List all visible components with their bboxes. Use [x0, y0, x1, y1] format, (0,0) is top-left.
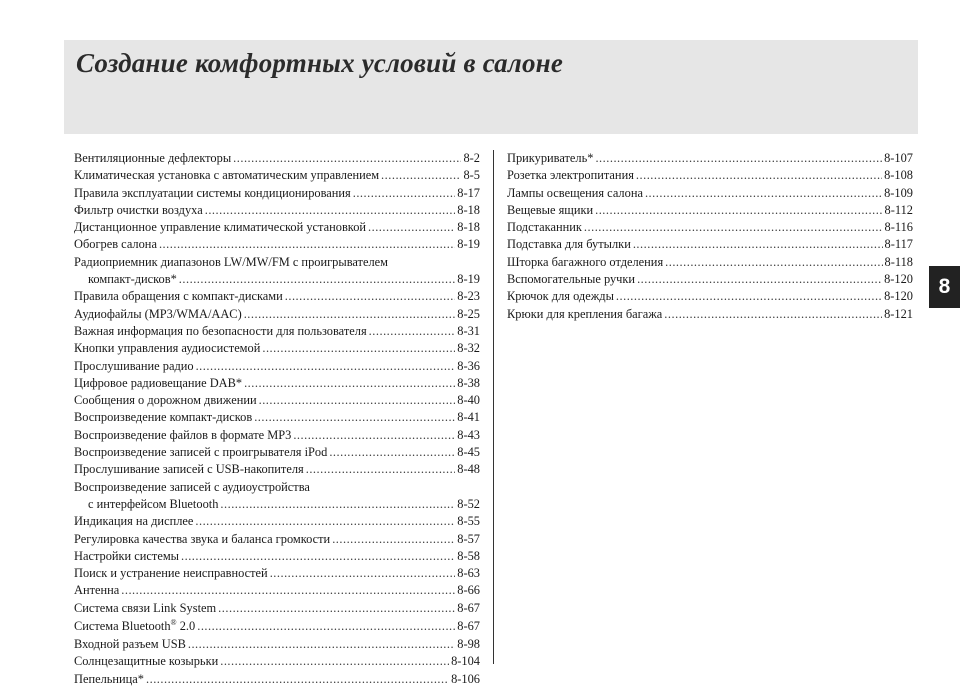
toc-entry-row	[507, 271, 913, 288]
toc-entry[interactable]	[507, 202, 913, 219]
toc-entry[interactable]	[74, 236, 480, 253]
toc-entry-title	[74, 461, 304, 478]
toc-leader-dots	[181, 548, 455, 565]
toc-entry[interactable]	[74, 409, 480, 426]
toc-entry-row	[74, 150, 480, 167]
toc-entry-row	[74, 531, 480, 548]
toc-entry-row	[74, 617, 480, 636]
toc-entry-title	[74, 548, 179, 565]
toc-entry[interactable]	[74, 548, 480, 565]
toc-leader-dots	[205, 202, 456, 219]
toc-entry-title	[74, 513, 193, 530]
toc-entry-title	[507, 271, 635, 288]
toc-entry-title	[507, 219, 582, 236]
toc-entry-page: 8-121	[884, 306, 913, 321]
toc-entry-page: 8-108	[884, 168, 913, 183]
toc-entry[interactable]	[507, 167, 913, 184]
toc-entry-page: 8-98	[457, 637, 480, 652]
toc-leader-dots	[306, 461, 456, 478]
toc-leader-dots	[254, 409, 455, 426]
toc-entry-title-text: Крючок для одежды	[507, 289, 614, 304]
toc-entry-row	[74, 409, 480, 426]
toc-entry-page: 8-17	[457, 185, 480, 200]
toc-entry-page: 8-40	[457, 393, 480, 408]
toc-entry-row	[74, 636, 480, 653]
toc-entry-title	[74, 392, 257, 409]
toc-entry-row	[74, 513, 480, 530]
toc-entry-title	[74, 340, 260, 357]
toc-entry-title	[74, 582, 119, 599]
toc-entry-row	[74, 565, 480, 582]
toc-leader-dots	[197, 617, 455, 636]
toc-entry[interactable]	[74, 288, 480, 305]
toc-leader-dots	[121, 582, 455, 599]
toc-entry-title-text: Правила обращения с компакт-дисками	[74, 289, 283, 304]
toc-entry-page: 8-104	[451, 654, 480, 669]
toc-entry-title	[507, 306, 662, 323]
toc-leader-dots	[244, 375, 455, 392]
toc-entry-title-line1: Воспроизведение записей с аудиоустройства	[74, 479, 310, 494]
toc-entry[interactable]	[74, 600, 480, 617]
toc-entry-title	[74, 236, 157, 253]
toc-entry-title	[74, 444, 327, 461]
toc-entry[interactable]	[74, 254, 480, 289]
toc-leader-dots	[332, 531, 455, 548]
toc-entry-title-text: Аудиофайлы (MP3/WMA/AAC)	[74, 306, 242, 321]
toc-entry-title-text: Шторка багажного отделения	[507, 254, 664, 269]
toc-entry-row	[507, 219, 913, 236]
toc-entry-title-text: Солнцезащитные козырьки	[74, 654, 219, 669]
toc-entry-title-text: Прослушивание записей с USB-накопителя	[74, 462, 304, 477]
toc-entry-title-text: Вентиляционные дефлекторы	[74, 151, 232, 165]
toc-leader-dots	[220, 653, 449, 670]
toc-entry[interactable]	[74, 340, 480, 357]
toc-entry-title-text: Подстаканник	[507, 220, 582, 235]
toc-entry-page: 8-25	[457, 306, 480, 321]
toc-entry-row	[74, 548, 480, 565]
toc-entry-title-text: Важная информация по безопасности для пользователя	[74, 323, 367, 338]
toc-entry[interactable]	[74, 479, 480, 514]
toc-leader-dots	[159, 236, 455, 253]
toc-entry[interactable]	[507, 306, 913, 323]
toc-entry-row	[74, 375, 480, 392]
toc-entry-row	[507, 306, 913, 323]
toc-entry-page: 8-36	[457, 358, 480, 373]
toc-entry-page: 8-109	[884, 185, 913, 200]
toc-entry-page: 8-66	[457, 583, 480, 598]
toc-entry-title	[74, 288, 283, 305]
toc-leader-dots	[637, 271, 882, 288]
toc-entry-title-text: Вещевые ящики	[507, 202, 594, 217]
toc-entry-title-text: Воспроизведение записей с проигрывателя iPod	[74, 445, 328, 460]
toc-entry-row	[74, 461, 480, 478]
toc-entry[interactable]	[74, 461, 480, 478]
toc-leader-dots	[381, 167, 461, 184]
toc-entry-row	[507, 185, 913, 202]
toc-entry[interactable]	[74, 653, 480, 670]
toc-leader-dots	[146, 671, 449, 688]
toc-entry-title-text: Настройки системы	[74, 548, 179, 563]
toc-entry-row	[74, 496, 480, 513]
toc-entry-page: 8-45	[457, 445, 480, 460]
toc-entry-row	[74, 582, 480, 599]
toc-entry[interactable]	[74, 513, 480, 530]
toc-entry-row	[74, 202, 480, 219]
toc-entry-title-line1: Радиоприемник диапазонов LW/MW/FM с проигрывателем	[74, 254, 388, 269]
toc-entry-page: 8-19	[457, 272, 480, 287]
toc-entry-row	[507, 202, 913, 219]
toc-entry-page: 8-55	[457, 514, 480, 529]
toc-entry-title-text: Лампы освещения салона	[507, 185, 643, 200]
toc-entry[interactable]	[74, 358, 480, 375]
toc-entry-title	[74, 427, 291, 444]
toc-entry[interactable]	[507, 271, 913, 288]
toc-entry-title-text: Индикация на дисплее	[74, 514, 194, 529]
toc-entry-title	[74, 617, 195, 636]
toc-entry-title	[507, 288, 614, 305]
toc-leader-dots	[188, 636, 455, 653]
toc-entry-title-text: Кнопки управления аудиосистемой	[74, 341, 261, 356]
toc-entry[interactable]	[74, 565, 480, 582]
toc-entry-title	[74, 565, 268, 582]
toc-entry-title	[74, 150, 231, 167]
toc-right-column	[507, 150, 913, 323]
toc-entry-page: 8-32	[457, 341, 480, 356]
toc-entry-title	[88, 271, 177, 288]
toc-entry-title	[74, 202, 203, 219]
toc-entry-title-text: Прослушивание радио	[74, 358, 194, 373]
toc-entry-title-text: компакт-дисков*	[88, 272, 177, 287]
chapter-tab[interactable]	[929, 266, 960, 308]
toc-entry[interactable]	[507, 219, 913, 236]
toc-entry-title-text: Фильтр очистки воздуха	[74, 202, 203, 217]
toc-entry-page: 8-41	[457, 410, 480, 425]
toc-entry[interactable]	[74, 375, 480, 392]
toc-entry-title	[74, 375, 242, 392]
toc-entry[interactable]	[507, 288, 913, 305]
toc-leader-dots	[218, 600, 455, 617]
toc-entry-title	[74, 219, 366, 236]
toc-leader-dots	[220, 496, 455, 513]
toc-entry-title-text: Антенна	[74, 583, 120, 598]
toc-entry-row	[507, 288, 913, 305]
toc-entry[interactable]	[74, 392, 480, 409]
toc-entry-title-text: Вспомогательные ручки	[507, 272, 636, 287]
toc-entry-title-suffix: 2.0	[176, 619, 196, 634]
toc-leader-dots	[595, 150, 882, 167]
toc-entry-row	[74, 653, 480, 670]
toc-entry-title	[88, 496, 218, 513]
toc-leader-dots	[368, 219, 455, 236]
toc-entry[interactable]	[74, 444, 480, 461]
toc-entry-title	[74, 167, 379, 184]
toc-entry-row	[74, 185, 480, 202]
toc-leader-dots	[584, 219, 883, 236]
toc-entry[interactable]	[507, 236, 913, 253]
toc-entry-row	[74, 236, 480, 253]
toc-left-column	[74, 150, 480, 688]
toc-entry-page: 8-31	[457, 323, 480, 338]
toc-entry-row	[507, 254, 913, 271]
toc-entry-title-text: Воспроизведение компакт-дисков	[74, 410, 253, 425]
toc-leader-dots	[616, 288, 882, 305]
toc-entry-row	[74, 600, 480, 617]
registered-mark: ®	[170, 617, 177, 627]
toc-leader-dots	[196, 358, 456, 375]
toc-entry-row	[74, 306, 480, 323]
toc-entry-title-text: Пепельница*	[74, 671, 144, 686]
toc-entry-title-text: Розетка электропитания	[507, 168, 634, 183]
toc-entry-row	[74, 340, 480, 357]
toc-entry-title	[74, 636, 186, 653]
toc-entry[interactable]	[74, 582, 480, 599]
toc-entry-row	[74, 271, 480, 288]
toc-leader-dots	[233, 150, 461, 167]
toc-entry-row	[74, 288, 480, 305]
toc-entry-row	[74, 323, 480, 340]
toc-entry-page: 8-23	[457, 289, 480, 304]
toc-entry-page: 8-43	[457, 427, 480, 442]
toc-entry-page: 8-18	[457, 202, 480, 217]
toc-leader-dots	[270, 565, 456, 582]
toc-entry-title-text: Воспроизведение файлов в формате MP3	[74, 427, 292, 442]
toc-entry[interactable]	[74, 150, 480, 167]
toc-entry-page: 8-112	[884, 202, 913, 217]
toc-entry-row	[74, 427, 480, 444]
column-divider	[493, 150, 494, 664]
toc-entry-title-text: Крюки для крепления багажа	[507, 306, 663, 321]
toc-entry-title	[507, 150, 593, 167]
toc-entry-title	[74, 185, 351, 202]
toc-entry[interactable]	[74, 323, 480, 340]
toc-entry-row	[74, 392, 480, 409]
toc-entry-row	[74, 167, 480, 184]
toc-entry-page: 8-63	[457, 566, 480, 581]
toc-entry-title-text: Дистанционное управление климатической установкой	[74, 220, 367, 235]
toc-entry[interactable]	[507, 185, 913, 202]
toc-entry-page: 8-38	[457, 375, 480, 390]
toc-entry-title	[74, 653, 218, 670]
page-title: Создание комфортных условий в салоне	[76, 48, 564, 78]
toc-entry-row	[74, 358, 480, 375]
toc-leader-dots	[259, 392, 456, 409]
toc-entry[interactable]	[74, 167, 480, 184]
toc-leader-dots	[285, 288, 456, 305]
toc-entry[interactable]	[74, 671, 480, 688]
toc-entry-row	[74, 219, 480, 236]
toc-leader-dots	[633, 236, 883, 253]
toc-entry-title	[74, 358, 194, 375]
toc-leader-dots	[595, 202, 882, 219]
toc-entry-title-text: Подставка для бутылки	[507, 237, 631, 252]
toc-entry-title	[74, 671, 144, 688]
toc-entry-title	[507, 185, 643, 202]
toc-entry-row	[507, 167, 913, 184]
toc-entry-title-text: Поиск и устранение неисправностей	[74, 566, 268, 581]
toc-entry-page: 8-2	[463, 151, 480, 165]
toc-entry-title	[74, 306, 242, 323]
toc-entry[interactable]	[507, 254, 913, 271]
toc-entry-title-text: Сообщения о дорожном движении	[74, 393, 257, 408]
toc-entry-title	[74, 600, 216, 617]
toc-entry-page: 8-5	[463, 168, 480, 183]
toc-entry-page: 8-106	[451, 671, 480, 686]
toc-entry-page: 8-118	[884, 254, 913, 269]
toc-entry[interactable]	[74, 427, 480, 444]
header-band	[64, 40, 918, 134]
toc-leader-dots	[195, 513, 455, 530]
toc-leader-dots	[665, 254, 882, 271]
toc-entry[interactable]	[74, 219, 480, 236]
toc-leader-dots	[244, 306, 456, 323]
toc-entry-page: 8-107	[884, 151, 913, 165]
toc-entry-title-text: Регулировка качества звука и баланса громкости	[74, 531, 331, 546]
toc-entry-page: 8-58	[457, 548, 480, 563]
toc-leader-dots	[293, 427, 455, 444]
toc-entry-title-text: Климатическая установка с автоматическим управлением	[74, 168, 380, 183]
toc-entry-page: 8-57	[457, 531, 480, 546]
toc-entry-title-text: Правила эксплуатации системы кондиционирования	[74, 185, 351, 200]
toc-entry-title-text: Обогрев салона	[74, 237, 157, 252]
toc-entry-page: 8-120	[884, 272, 913, 287]
toc-entry-page: 8-19	[457, 237, 480, 252]
toc-entry-page: 8-117	[884, 237, 913, 252]
toc-entry-row	[74, 671, 480, 688]
toc-entry-title	[507, 167, 634, 184]
toc-entry-row	[507, 236, 913, 253]
toc-entry-title-text: Цифровое радиовещание DAB*	[74, 375, 243, 390]
toc-entry-title	[507, 202, 593, 219]
toc-entry-page: 8-120	[884, 289, 913, 304]
toc-entry-title-text: с интерфейсом Bluetooth	[88, 496, 219, 511]
toc-entry-title-text: Система Bluetooth	[74, 619, 171, 634]
toc-entry-page: 8-67	[457, 619, 480, 634]
toc-entry[interactable]	[507, 150, 913, 167]
toc-entry-title	[74, 531, 330, 548]
toc-entry-title	[74, 323, 367, 340]
toc-entry[interactable]	[74, 202, 480, 219]
toc-leader-dots	[664, 306, 882, 323]
toc-entry-title	[74, 409, 252, 426]
toc-entry-page: 8-116	[884, 220, 913, 235]
toc-entry-title-text: Входной разъем USB	[74, 637, 186, 652]
toc-leader-dots	[353, 185, 456, 202]
toc-leader-dots	[179, 271, 455, 288]
toc-entry-page: 8-18	[457, 220, 480, 235]
toc-entry-title	[507, 236, 631, 253]
toc-entry[interactable]	[74, 531, 480, 548]
toc-entry-title-text: Система связи Link System	[74, 600, 217, 615]
toc-entry-page: 8-52	[457, 496, 480, 511]
toc-leader-dots	[636, 167, 882, 184]
toc-leader-dots	[262, 340, 455, 357]
toc-entry-page: 8-48	[457, 462, 480, 477]
toc-entry[interactable]	[74, 185, 480, 202]
toc-entry-page: 8-67	[457, 600, 480, 615]
toc-entry[interactable]	[74, 617, 480, 636]
toc-entry-title-text: Прикуриватель*	[507, 151, 594, 165]
toc-entry-row	[507, 150, 913, 167]
toc-leader-dots	[645, 185, 882, 202]
toc-entry-row	[74, 444, 480, 461]
toc-entry[interactable]	[74, 636, 480, 653]
toc-leader-dots	[369, 323, 456, 340]
toc-entry[interactable]	[74, 306, 480, 323]
toc-leader-dots	[329, 444, 455, 461]
chapter-tab-label: 8	[938, 275, 951, 298]
toc-entry-title	[507, 254, 663, 271]
